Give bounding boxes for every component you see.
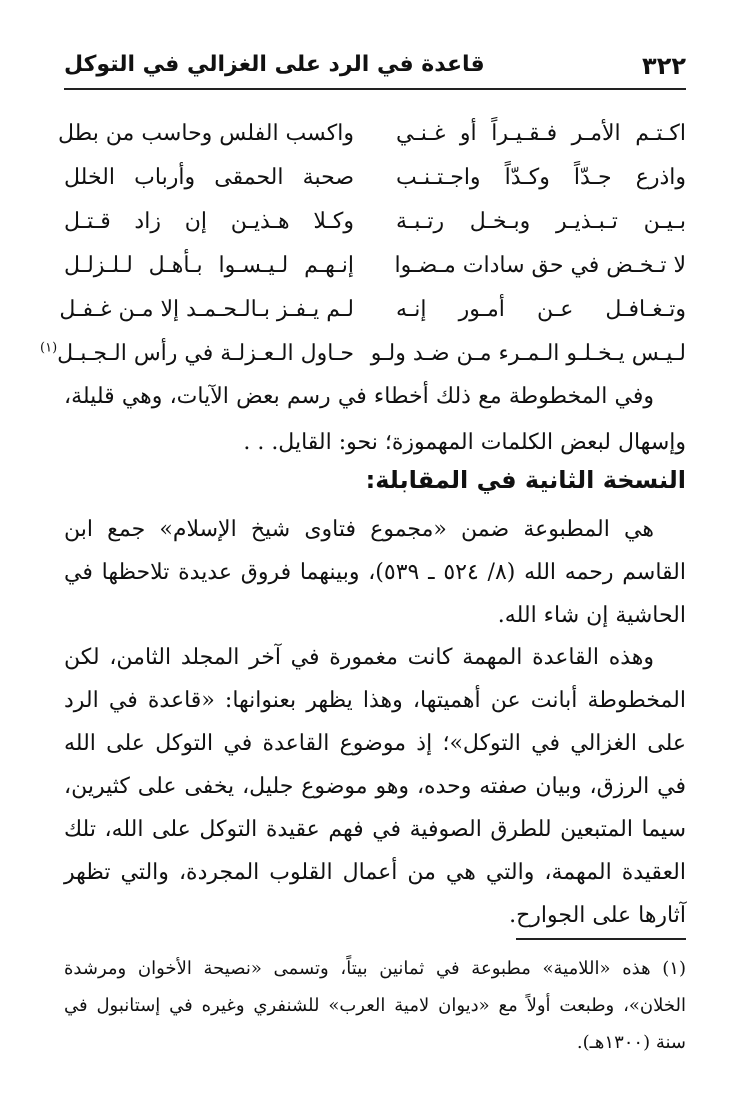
poem-verse — [64, 200, 686, 244]
poem-verse — [64, 156, 686, 200]
verse-first-hemistich: بـيـن تـبـذيـر وبـخـل رتـبـة — [396, 209, 686, 234]
verse-second-hemistich: إنـهـم لـيـسـوا بـأهـل لـلـزلـل — [64, 253, 354, 278]
poem-verse — [57, 112, 686, 156]
footnote-divider — [516, 938, 686, 940]
page-header — [64, 48, 686, 88]
verse-second-hemistich-with-footnote — [40, 332, 354, 376]
poem-verse — [59, 288, 686, 332]
footnote-marker: (١) — [662, 958, 686, 979]
footnote-text: هذه «اللامية» مطبوعة في ثمانين بيتاً، وتسمى «نصيحة الأخوان ومرشدة الخلان»، وطبعت أولاً مع «ديوان لامية العرب» للشنفري وغيره في إستانبول في سنة (١٣٠٠هـ). — [64, 958, 686, 1053]
verse-second-hemistich: صحبة الحمقى وأرباب الخلل — [64, 165, 354, 190]
verse-second-hemistich: وكـلا هـذيـن إن زاد قـتـل — [64, 209, 354, 234]
running-title: قاعدة في الرد على الغزالي في التوكل — [64, 52, 485, 77]
footnote-reference[interactable]: (١) — [40, 340, 58, 356]
page-number: ٣٢٢ — [642, 52, 686, 80]
section-heading: النسخة الثانية في المقابلة: — [365, 466, 686, 494]
verse-second-hemistich: حـاول الـعـزلـة في رأس الـجـبـل — [57, 341, 354, 366]
verse-second-hemistich: واكسب الفلس وحاسب من بطل — [57, 121, 354, 146]
verse-second-hemistich: لـم يـفـز بـالـحـمـد إلا مـن غـفـل — [59, 297, 354, 322]
body-paragraph: هي المطبوعة ضمن «مجموع فتاوى شيخ الإسلام» جمع ابن القاسم رحمه الله (٨/ ٥٢٤ ـ ٥٣٩)، وبينهما فروق عديدة تلاحظها في الحاشية إن شاء الله. — [64, 517, 686, 628]
poem-verse — [64, 244, 686, 288]
footnote — [64, 950, 686, 1061]
verse-first-hemistich: واذرع جـدّاً وكـدّاً واجـتـنـب — [396, 165, 686, 190]
verse-first-hemistich: وتـغـافـل عـن أمـور إنـه — [396, 297, 686, 322]
header-divider — [64, 88, 686, 90]
poem-verse — [40, 332, 686, 376]
poem-block — [40, 112, 686, 376]
manuscript-note-paragraph: وفي المخطوطة مع ذلك أخطاء في رسم بعض الآيات، وهي قليلة، وإسهال لبعض الكلمات المهموزة؛ نحو: القايل. . . — [64, 384, 686, 455]
verse-first-hemistich: لـيـس يـخـلـو الـمـرء مـن ضـد ولـو — [370, 341, 686, 366]
body-paragraph: وهذه القاعدة المهمة كانت مغمورة في آخر المجلد الثامن، لكن المخطوطة أبانت عن أهميتها، وهذا يظهر بعنوانها: «قاعدة في الرد على الغزالي في التوكل»؛ إذ موضوع القاعدة في التوكل على الله في الرزق، وبيان صفته وحده، وهو موضوع جليل، يخفى على كثيرين، سيما المتبعين للطرق الصوفية في فهم عقيدة التوكل على الله، تلك العقيدة المهمة، والتي هي من أعمال القلوب المجردة، والتي تظهر آثارها على الجوارح. — [64, 645, 686, 928]
verse-first-hemistich: لا تـخـض في حق سادات مـضـوا — [394, 253, 686, 278]
verse-first-hemistich: اكـتـم الأمـر فـقـيـراً أو غـنـي — [396, 121, 686, 146]
